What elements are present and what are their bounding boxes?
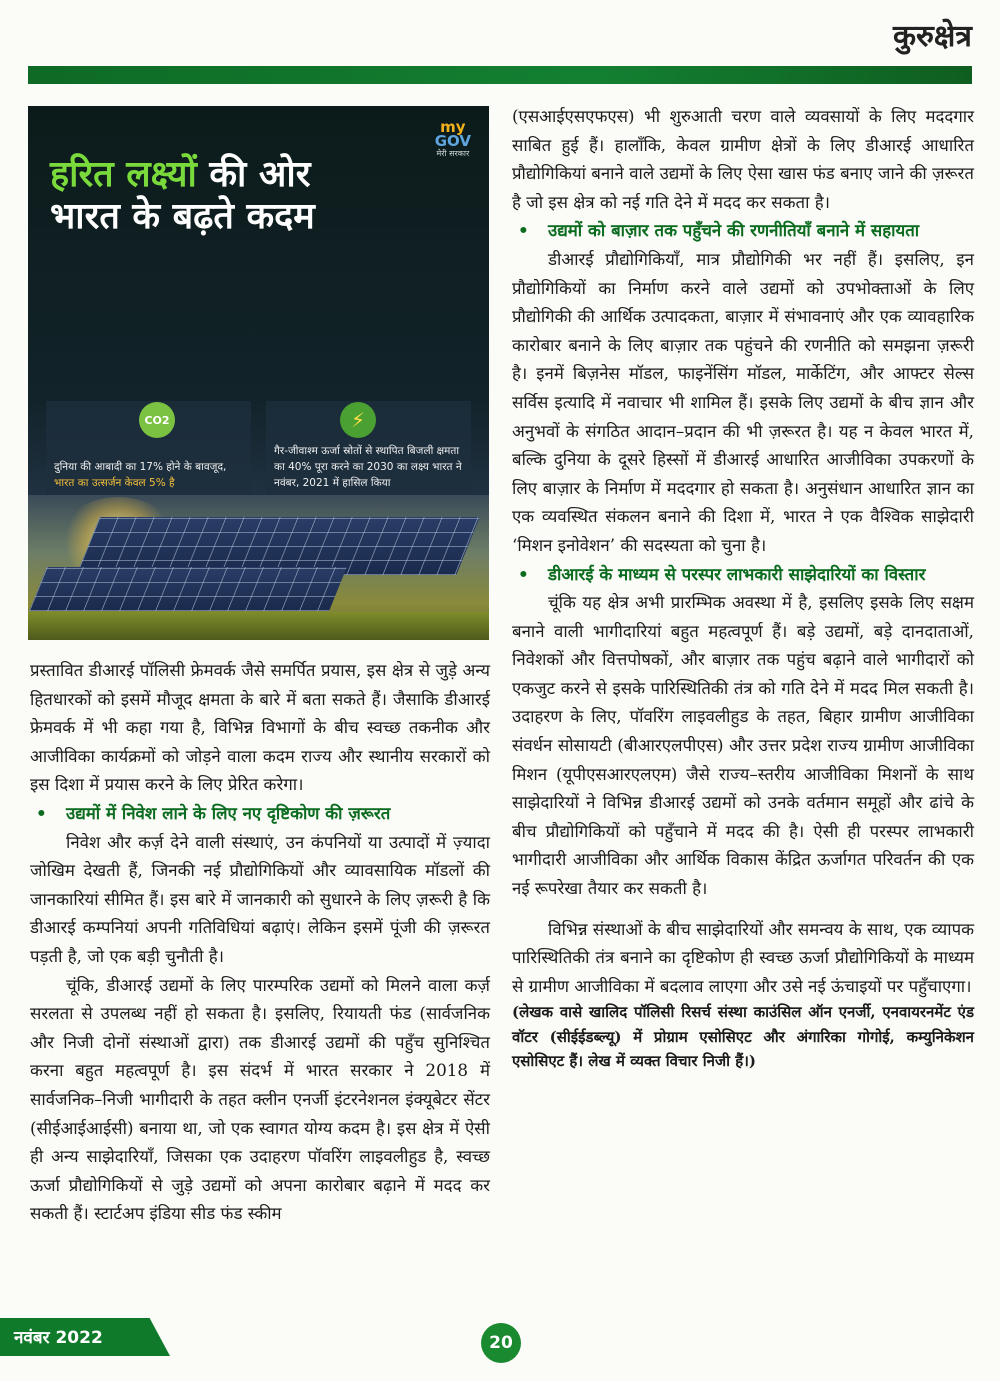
stat-text: दुनिया की आबादी का 17% होने के बावजूद, — [54, 461, 227, 473]
right-column — [512, 102, 974, 1074]
magazine-masthead: कुरुक्षेत्र — [892, 19, 972, 54]
section-heading — [512, 216, 974, 245]
solar-panels-image — [28, 495, 489, 640]
bullet: • — [36, 802, 47, 823]
solar-panel-row — [29, 567, 347, 611]
section-heading-text: उद्यमों में निवेश लाने के लिए नए दृष्टिकोण की ज़रूरत — [66, 802, 391, 823]
paragraph: (एसआईएसएफएस) भी शुरुआती चरण वाले व्यवसायों के लिए मददगार साबित हुई हैं। हालाँकि, केवल ग्रामीण क्षेत्रों के लिए डीआरई आधारित प्रौद्योगिकियां बनाने वाले उद्यमों के लिए ऐसा खास फंड बनाए जाने की ज़रूरत है जो इस क्षेत्र को नई गति देने में मदद कर सकता है। — [512, 106, 974, 212]
stat-highlight: भारत का उत्सर्जन केवल 5% है — [54, 477, 175, 489]
bullet: • — [518, 563, 529, 584]
co2-icon: CO2 — [139, 402, 175, 438]
paragraph: प्रस्तावित डीआरई पॉलिसी फ्रेमवर्क जैसे समर्पित प्रयास, इस क्षेत्र से जुड़े अन्य हितधारकों को इसमें मौजूद क्षमता के बारे में बता सकते हैं। जैसाकि डीआरई फ्रेमवर्क में भी कहा गया है, विभिन्न विभागों के बीच स्वच्छ तकनीक और आजीविका कार्यक्रमों को जोड़ने वाला कदम राज्य और स्थानीय सरकारों को इस दिशा में प्रयास करने के लिए प्रेरित करेगा। — [30, 660, 490, 795]
paragraph: चूंकि, डीआरई उद्यमों के लिए पारम्परिक उद्यमों को मिलने वाला कर्ज़ सरलता से उपलब्ध नहीं हो सकता है। इसलिए, रियायती फंड (सार्वजनिक और निजी दोनों संस्थाओं द्वारा) तक डीआरई उद्यमों की पहुँच सुनिश्चित करना बहुत महत्वपूर्ण है। इस संदर्भ में भारत सरकार ने 2018 में सार्वजनिक–निजी भागीदारी के तहत क्लीन एनर्जी इंटरनेशनल इंक्यूबेटर सेंटर (सीईआईआईसी) बनाया था, जो एक स्वागत योग्य कदम है। इस क्षेत्र में ऐसी ही अन्य साझेदारियाँ, जिसका एक उदाहरण पॉवरिंग लाइवलीहुड है, स्वच्छ ऊर्जा प्रौद्योगिकियों से जुड़े उद्यमों को अपना कारोबार बढ़ाने में मदद कर सकती हैं। स्टार्टअप इंडिया सीड फंड स्कीम — [30, 974, 490, 1224]
stat-text: गैर-जीवाश्म ऊर्जा स्रोतों से स्थापित बिजली क्षमता का 40% पूरा करने का 2030 का लक्ष्य भारत ने नवंबर, 2021 में हासिल किया — [274, 445, 462, 489]
section-heading — [512, 560, 974, 589]
logo-my: my — [440, 118, 466, 136]
infographic-title — [50, 154, 350, 238]
lightning-icon: ⚡ — [340, 402, 376, 438]
header-rule — [28, 66, 972, 84]
section-heading-text: उद्यमों को बाज़ार तक पहुँचने की रणनीतियाँ बनाने में सहायता — [548, 220, 920, 241]
bullet: • — [518, 220, 529, 241]
infographic — [28, 106, 489, 640]
mygov-logo — [435, 120, 471, 159]
grass — [28, 612, 489, 640]
issue-date: नवंबर 2022 — [14, 1328, 103, 1348]
title-highlight: हरित लक्ष्यों — [50, 154, 197, 195]
logo-gov: GOV — [434, 132, 471, 150]
title-rest: की ओर भारत के बढ़ते कदम — [50, 154, 315, 237]
section-heading — [30, 799, 490, 828]
paragraph: विभिन्न संस्थाओं के बीच साझेदारियों और समन्वय के साथ, एक व्यापक पारिस्थितिकी तंत्र बनाने का दृष्टिकोण ही स्वच्छ ऊर्जा प्रौद्योगिकियों के माध्यम से ग्रामीण आजीविका में बदलाव लाएगा और उसे नई ऊंचाइयों पर पहुँचाएगा। — [512, 918, 974, 996]
left-column — [30, 656, 490, 1228]
paragraph: डीआरई प्रौद्योगिकियाँ, मात्र प्रौद्योगिकी भर नहीं हैं। इसलिए, इन प्रौद्योगिकियों का निर्माण करने वाले उद्यमों को उपभोक्ताओं के लिए प्रौद्योगिकी की आर्थिक उत्पादकता, बाज़ार में संभावनाएं और एक व्यावहारिक कारोबार बनाने के लिए बाज़ार तक पहुंचने की रणनीति को समझना ज़रूरी है। इनमें बिज़नेस मॉडल, फाइनेंसिंग मॉडल, मार्केटिंग, और आफ्टर सेल्स सर्विस इत्यादि में नवाचार भी शामिल हैं। इसके लिए उद्यमों के बीच ज्ञान और अनुभवों के संगठित आदान–प्रदान की भी ज़रूरत है। यह न केवल भारत में, बल्कि दुनिया के दूसरे हिस्सों में डीआरई आधारित आजीविका उपकरणों के लिए बाज़ार के निर्माण में मददगार हो सकता है। अनुसंधान आधारित ज्ञान का एक व्यवस्थित संकलन बनाने की दिशा में, भारत ने एक वैश्विक साझेदारी ‘मिशन इनोवेशन’ की सदस्यता को चुना है। — [512, 248, 974, 555]
author-byline: (लेखक वासे खालिद पॉलिसी रिसर्च संस्था काउंसिल ऑन एनर्जी, एनवायरनमेंट एंड वॉटर (सीईईडब्ल्यू) में प्रोग्राम एसोसिएट और अंगारिका गोगोई, कम्युनिकेशन एसोसिएट हैं। लेख में व्यक्त विचार निजी हैं।) — [512, 1003, 974, 1071]
page-number: 20 — [481, 1323, 521, 1363]
paragraph: निवेश और कर्ज़ देने वाली संस्थाएं, उन कंपनियों या उत्पादों में ज़्यादा जोखिम देखती हैं, जिनकी नई प्रौद्योगिकियों और व्यावसायिक मॉडलों की जानकारियां सीमित हैं। इस बारे में जानकारी को सुधारने के लिए ज़रूरी है कि डीआरई कम्पनियां अपनी गतिविधियां बढ़ाएं। लेकिन इसमें पूंजी की ज़रूरत पड़ती है, जो एक बड़ी चुनौती है। — [30, 831, 490, 966]
section-heading-text: डीआरई के माध्यम से परस्पर लाभकारी साझेदारियों का विस्तार — [548, 563, 926, 584]
logo-sub: मेरी सरकार — [436, 149, 470, 158]
paragraph: चूंकि यह क्षेत्र अभी प्रारम्भिक अवस्था में है, इसलिए इसके लिए सक्षम बनाने वाली भागीदारियां बहुत महत्वपूर्ण हैं। बड़े उद्यमों, बड़े दानदाताओं, निवेशकों और वित्तपोषकों, और बाज़ार तक पहुंच बढ़ाने वाले भागीदारों को एकजुट करने से इसके पारिस्थितिकी तंत्र को गति देने में मदद मिल सकती है। उदाहरण के लिए, पॉवरिंग लाइवलीहुड के तहत, बिहार ग्रामीण आजीविका संवर्धन सोसायटी (बीआरएलपीएस) और उत्तर प्रदेश राज्य ग्रामीण आजीविका मिशन (यूपीएसआरएलएम) जैसे राज्य–स्तरीय आजीविका मिशनों के साथ साझेदारियों ने विभिन्न डीआरई उद्यमों को उनके वर्तमान समूहों और ढांचे के बीच प्रौद्योगिकियों को पहुँचाने में मदद की है। ऐसी ही परस्पर लाभकारी भागीदारी आजीविका और आर्थिक विकास केंद्रित ऊर्जागत परिवर्तन की एक नई रूपरेखा तैयार कर सकती है। — [512, 592, 974, 899]
